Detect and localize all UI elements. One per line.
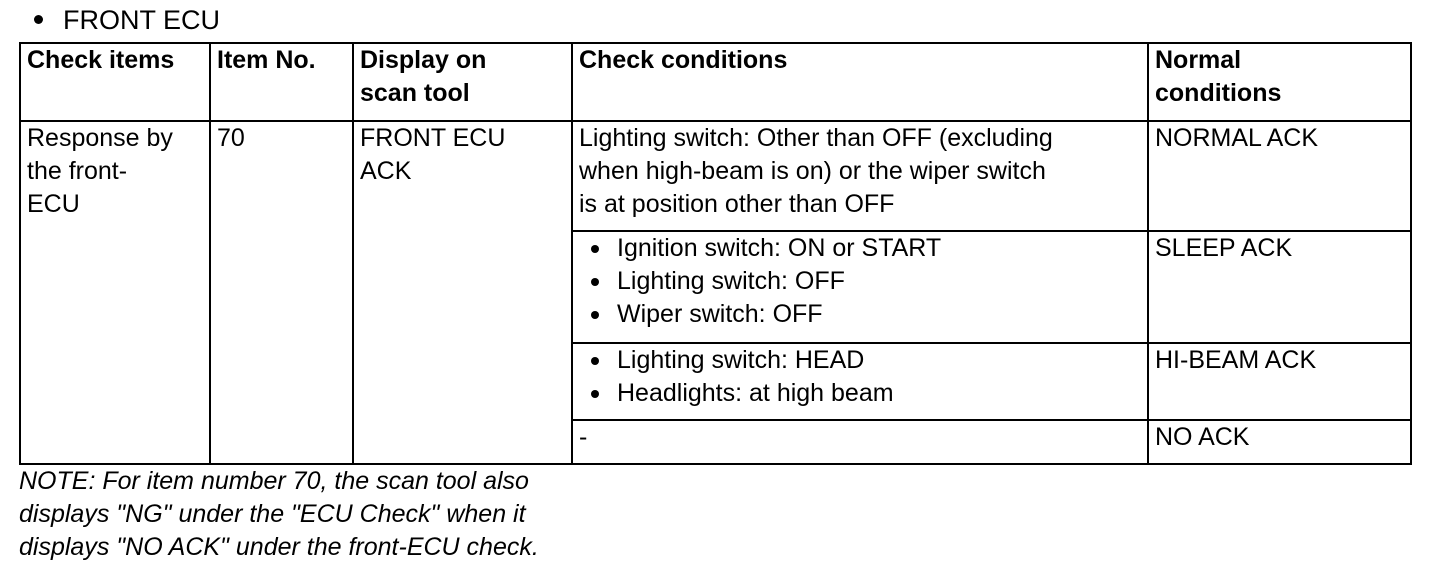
table-row	[20, 121, 1411, 231]
cell-normal-condition: NORMAL ACK	[1148, 121, 1411, 231]
cell-normal-condition: NO ACK	[1148, 420, 1411, 464]
note-line: NOTE: For item number 70, the scan tool also	[19, 467, 529, 495]
cell-check-item: Response by the front- ECU	[20, 121, 210, 464]
cell-check-condition: Lighting switch: Other than OFF (excluding when high-beam is on) or the wiper switch is at position other than OFF	[572, 121, 1148, 231]
note-text	[19, 465, 639, 564]
cell-check-condition	[572, 231, 1148, 343]
cell-normal-condition: SLEEP ACK	[1148, 231, 1411, 343]
section-heading	[34, 4, 220, 36]
condition-list	[579, 344, 1141, 410]
cell-item-no: 70	[210, 121, 353, 464]
header-item-no: Item No.	[210, 43, 353, 121]
cell-check-condition: -	[572, 420, 1148, 464]
section-heading-text: FRONT ECU	[63, 5, 221, 35]
list-item: Lighting switch: OFF	[579, 265, 1141, 298]
note-line: displays "NO ACK" under the front-ECU check.	[19, 533, 539, 561]
list-item: Ignition switch: ON or START	[579, 232, 1141, 265]
cell-display-on-scan-tool: FRONT ECU ACK	[353, 121, 572, 464]
header-normal-conditions: Normal conditions	[1148, 43, 1411, 121]
note-line: displays "NG" under the "ECU Check" when it	[19, 500, 526, 528]
header-check-items: Check items	[20, 43, 210, 121]
bullet-icon	[34, 15, 43, 24]
header-display-on-scan-tool: Display on scan tool	[353, 43, 572, 121]
cell-check-condition	[572, 343, 1148, 420]
condition-list	[579, 232, 1141, 331]
front-ecu-table	[19, 42, 1412, 465]
cell-normal-condition: HI-BEAM ACK	[1148, 343, 1411, 420]
list-item: Lighting switch: HEAD	[579, 344, 1141, 377]
list-item: Headlights: at high beam	[579, 377, 1141, 410]
header-check-conditions: Check conditions	[572, 43, 1148, 121]
list-item: Wiper switch: OFF	[579, 298, 1141, 331]
table-header-row	[20, 43, 1411, 121]
